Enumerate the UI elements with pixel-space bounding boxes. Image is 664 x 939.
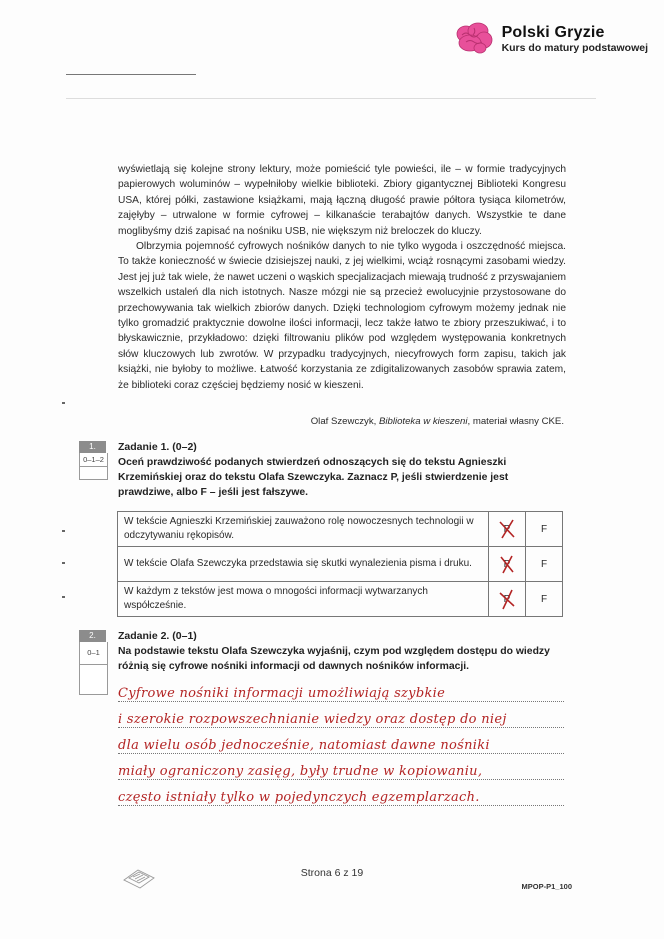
answer-line-1[interactable] [118,684,564,704]
task-2-instruction: Na podstawie tekstu Olafa Szewczyka wyjaśnij, czym pod względem dostępu do wiedzy różnią się cyfrowe nośniki informacji od dawnych nośników informacji. [118,646,550,672]
option-p-label: P [503,558,511,570]
option-p-3[interactable] [489,582,526,617]
passage-paragraph-1: wyświetlają się kolejne strony lektury, może pomieścić tyle powieści, ile – w formie tradycyjnych papierowych woluminów – wypełniłoby wielkie biblioteki. Zbiory gigantycznej Biblioteki Kongresu USA, której półki, zastawione książkami, mają łączną długość prawie półtora tysiąca kilometrów, zajęłyby – utrwalone w formie cyfrowej – kilkanaście terabajtów danych. Wszystkie te dane moglibyśmy dziś zapisać na nośniku USB, nie większym niż breloczek do kluczy. [118,164,566,237]
handwritten-answer: często istniały tylko w pojedynczych egzemplarzach. [118,790,480,805]
header-rule [66,74,196,75]
answer-line-2[interactable] [118,710,564,730]
cross-mark-icon [497,518,517,540]
option-p-label: P [503,523,511,535]
task-1-points: 0–1–2 [80,453,107,467]
task-1-score-box [79,453,108,480]
table-row [118,547,563,582]
margin-mark [62,562,65,564]
handwritten-answer: Cyfrowe nośniki informacji umożliwiają szybkie [118,686,446,701]
handwritten-answer: i szerokie rozpowszechnianie wiedzy oraz dostęp do niej [118,712,507,727]
exam-code: MPOP-P1_100 [521,882,572,891]
brain-logo-icon [454,22,494,56]
brand-subtitle: Kurs do matury podstawowej [501,42,648,54]
source-author: Olaf Szewczyk, [310,416,377,427]
task-1-title: Zadanie 1. (0–2) [118,441,197,453]
source-note: , materiał własny CKE. [467,416,564,427]
true-false-table [117,511,563,617]
page-number: Strona 6 z 19 [300,867,364,879]
answer-line-5[interactable] [118,788,564,808]
cross-mark-icon [497,588,517,610]
brand-name: Polski Gryzie [501,24,605,41]
margin-mark [62,530,65,532]
answer-line-3[interactable] [118,736,564,756]
answer-line-4[interactable] [118,762,564,782]
option-p-1[interactable] [489,512,526,547]
option-p-label: P [503,593,511,605]
margin-mark [62,402,65,404]
table-row [118,582,563,617]
source-title: Biblioteka w kieszeni [378,416,468,427]
task-2-points: 0–1 [80,642,107,665]
task-1-number: 1. [79,441,106,453]
option-f-2[interactable]: F [526,547,563,582]
task-2-number: 2. [79,630,106,642]
statement-1: W tekście Agnieszki Krzemińskiej zauważono rolę nowoczesnych technologii w odczytywaniu rękopisów. [118,512,489,547]
brand-header [454,22,648,56]
option-f-1[interactable]: F [526,512,563,547]
statement-2: W tekście Olafa Szewczyka przedstawia się skutki wynalezienia pisma i druku. [118,547,489,582]
passage-source [118,416,564,427]
task-2-score-box [79,642,108,695]
handwritten-answer: dla wielu osób jednocześnie, natomiast dawne nośniki [118,738,490,753]
passage-paragraph-2: Olbrzymia pojemność cyfrowych nośników danych to nie tylko wygoda i oszczędność miejsca. To także konieczność w świecie dzisiejszej nauki, z jej wielkimi, wciąż rosnącymi zasobami wiedzy. Jest jej już tak wiele, że nawet uczeni o wąskich specjalizacjach miewają trudność z przyswajaniem wszelkich ustaleń dla nich istotnych. Nasze mózgi nie są przecież ewolucyjnie przystosowane do przechowywania tak wielkich zbiorów danych. Dzięki technologiom cyfrowym możemy jednak nie tylko gromadzić praktycznie dowolne ilości informacji, lecz także łatwo te zbiory przeszukiwać, i to błyskawicznie, przykładowo: dzięki filtrowaniu plików pod względem występowania konkretnych słów kluczowych lub zwrotów. W przypadku tradycyjnych, niecyfrowych form zapisu, takich jak książki, nie byłoby to możliwe. Łatwość korzystania ze zdigitalizowanych zasobów sprawia zatem, że biblioteki coraz częściej będziemy nosić w kieszeni. [118,241,566,391]
header-rule-light [66,98,596,99]
cross-mark-icon [497,553,517,575]
task-1-instruction: Oceń prawdziwość podanych stwierdzeń odnoszących się do tekstu Agnieszki Krzemińskiej oraz do tekstu Olafa Szewczyka. Zaznacz P, jeśli stwierdzenie jest prawdziwe, albo F – jeśli jest fałszywe. [118,457,509,498]
table-row [118,512,563,547]
passage-text [118,162,566,393]
option-f-3[interactable]: F [526,582,563,617]
task-2-title: Zadanie 2. (0–1) [118,630,197,642]
handwritten-answer: miały ograniczony zasięg, były trudne w kopiowaniu, [118,764,483,779]
margin-mark [62,596,65,598]
statement-3: W każdym z tekstów jest mowa o mnogości informacji wytwarzanych współcześnie. [118,582,489,617]
option-p-2[interactable] [489,547,526,582]
